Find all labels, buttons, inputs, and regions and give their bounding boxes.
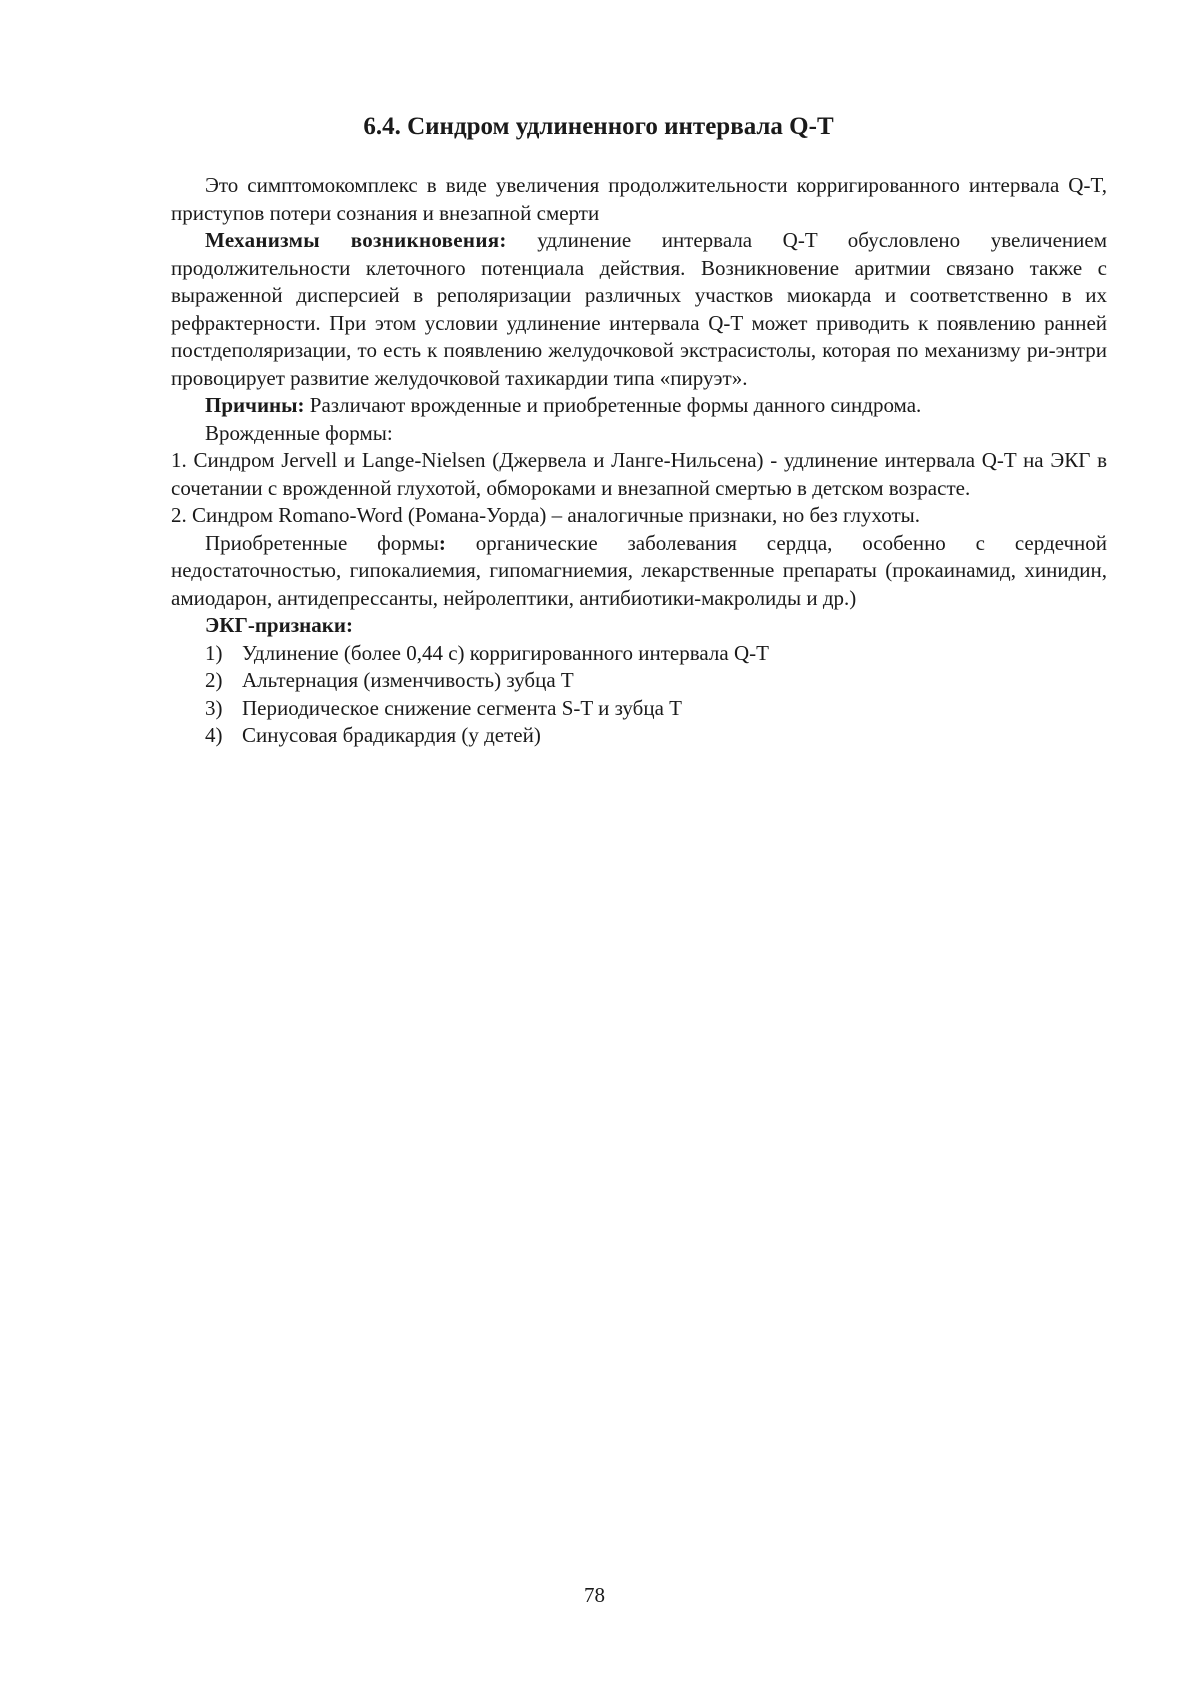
ecg-signs-list xyxy=(171,640,1107,750)
ecg-heading xyxy=(171,612,1107,640)
acquired-colon: : xyxy=(438,530,446,555)
congenital-item-1: 1. Синдром Jervell и Lange-Nielsen (Джервела и Ланге-Нильсена) - удлинение интервала Q-T на ЭКГ в сочетании с врожденной глухотой, обмороками и внезапной смертью в детском возрасте. xyxy=(171,448,1107,500)
list-item-number: 2) xyxy=(205,668,223,692)
congenital-item-2: 2. Синдром Romano-Word (Романа-Уорда) – аналогичные признаки, но без глухоты. xyxy=(171,503,920,527)
list-item xyxy=(205,667,1107,695)
section-body xyxy=(171,172,1107,750)
section-title: 6.4. Синдром удлиненного интервала Q-T xyxy=(363,113,834,140)
causes-label: Причины: xyxy=(205,393,305,417)
list-item-text: Удлинение (более 0,44 с) корригированного интервала Q-T xyxy=(242,640,769,665)
mechanisms-label: Механизмы возникновения: xyxy=(205,228,507,252)
list-item-number: 3) xyxy=(205,695,223,720)
ecg-label: ЭКГ-признаки: xyxy=(205,613,353,637)
causes-text: Различают врожденные и приобретенные формы данного синдрома. xyxy=(304,393,922,417)
acquired-paragraph xyxy=(171,530,1107,613)
list-item-text: Альтернация (изменчивость) зубца Т xyxy=(242,668,574,692)
acquired-text: органические заболевания сердца, особенно с сердечной недостаточностью, гипокалиемия, гипомагниемия, лекарственные препараты (прокаинамид, хинидин, амиодарон, антидепрессанты, нейролептики, антибиотики-макролиды и др.) xyxy=(171,530,1107,610)
congenital-heading: Врожденные формы: xyxy=(205,420,393,445)
list-item xyxy=(205,640,1107,668)
list-item xyxy=(205,695,1107,723)
intro-paragraph: Это симптомокомплекс в виде увеличения продолжительности корригированного интервала Q-T, приступов потери сознания и внезапной смерти xyxy=(171,173,1107,225)
acquired-label: Приобретенные формы xyxy=(205,530,439,555)
list-item-text: Синусовая брадикардия (у детей) xyxy=(242,723,541,747)
list-item xyxy=(205,722,1107,750)
list-item-number: 1) xyxy=(205,640,223,665)
mechanisms-paragraph xyxy=(171,227,1107,392)
mechanisms-text: удлинение интервала Q-T обусловлено увеличением продолжительности клеточного потенциала действия. Возникновение аритмии связано также с выраженной дисперсией в реполяризации различных участков миокарда и соответственно в их рефрактерности. При этом условии удлинение интервала Q-T может приводить к появлению ранней постдеполяризации, то есть к появлению желудочковой экстрасистолы, которая по механизму ри-энтри провоцирует развитие желудочковой тахикардии типа «пируэт». xyxy=(171,228,1108,390)
list-item-number: 4) xyxy=(205,723,223,747)
page-number: 78 xyxy=(584,1583,605,1607)
list-item-text: Периодическое снижение сегмента S-T и зубца T xyxy=(242,695,682,720)
causes-paragraph xyxy=(171,392,1107,420)
